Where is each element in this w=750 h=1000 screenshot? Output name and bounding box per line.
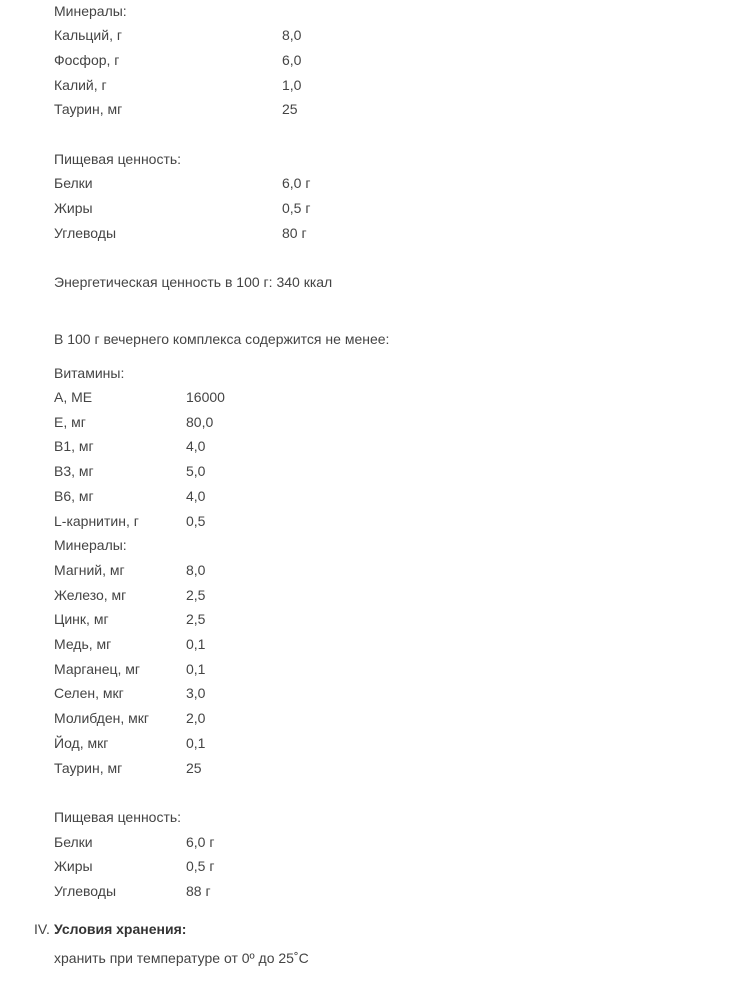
list-item: В1, мг 4,0	[54, 438, 206, 454]
list-item: Углеводы 88 г	[54, 883, 211, 899]
list-item: Жиры 0,5 г	[54, 200, 311, 216]
energy-value: Энергетическая ценность в 100 г: 340 ккал	[54, 274, 333, 290]
list-item: Йод, мкг 0,1	[54, 735, 206, 751]
list-item: Кальций, г 8,0	[54, 27, 302, 43]
section-number: IV.	[34, 921, 50, 937]
nutrition-heading: Пищевая ценность:	[54, 809, 182, 825]
nutrition-heading: Пищевая ценность:	[54, 151, 182, 167]
list-item: Углеводы 80 г	[54, 225, 307, 241]
list-item: В3, мг 5,0	[54, 463, 206, 479]
list-item: L-карнитин, г 0,5	[54, 513, 206, 529]
list-item: Железо, мг 2,5	[54, 587, 206, 603]
storage-heading: Условия хранения:	[54, 921, 187, 937]
list-item: А, МЕ 16000	[54, 389, 225, 405]
list-item: Е, мг 80,0	[54, 414, 214, 430]
list-item: Магний, мг 8,0	[54, 562, 206, 578]
list-item: В6, мг 4,0	[54, 488, 206, 504]
evening-complex-intro: В 100 г вечернего комплекса содержится не менее:	[54, 331, 390, 347]
list-item: Белки 6,0 г	[54, 175, 311, 191]
list-item: Медь, мг 0,1	[54, 636, 206, 652]
list-item: Таурин, мг 25	[54, 760, 202, 776]
list-item: Молибден, мкг 2,0	[54, 710, 206, 726]
vitamins-heading: Витамины:	[54, 365, 125, 381]
list-item: Цинк, мг 2,5	[54, 611, 206, 627]
list-item: Марганец, мг 0,1	[54, 661, 206, 677]
list-item: Калий, г 1,0	[54, 77, 302, 93]
list-item: Жиры 0,5 г	[54, 858, 215, 874]
storage-text: хранить при температуре от 0º до 25˚С	[54, 950, 309, 966]
minerals-heading: Минералы:	[54, 3, 127, 19]
minerals-heading: Минералы:	[54, 537, 127, 553]
list-item: Белки 6,0 г	[54, 834, 215, 850]
list-item: Таурин, мг 25	[54, 101, 298, 117]
list-item: Селен, мкг 3,0	[54, 685, 206, 701]
list-item: Фосфор, г 6,0	[54, 52, 302, 68]
